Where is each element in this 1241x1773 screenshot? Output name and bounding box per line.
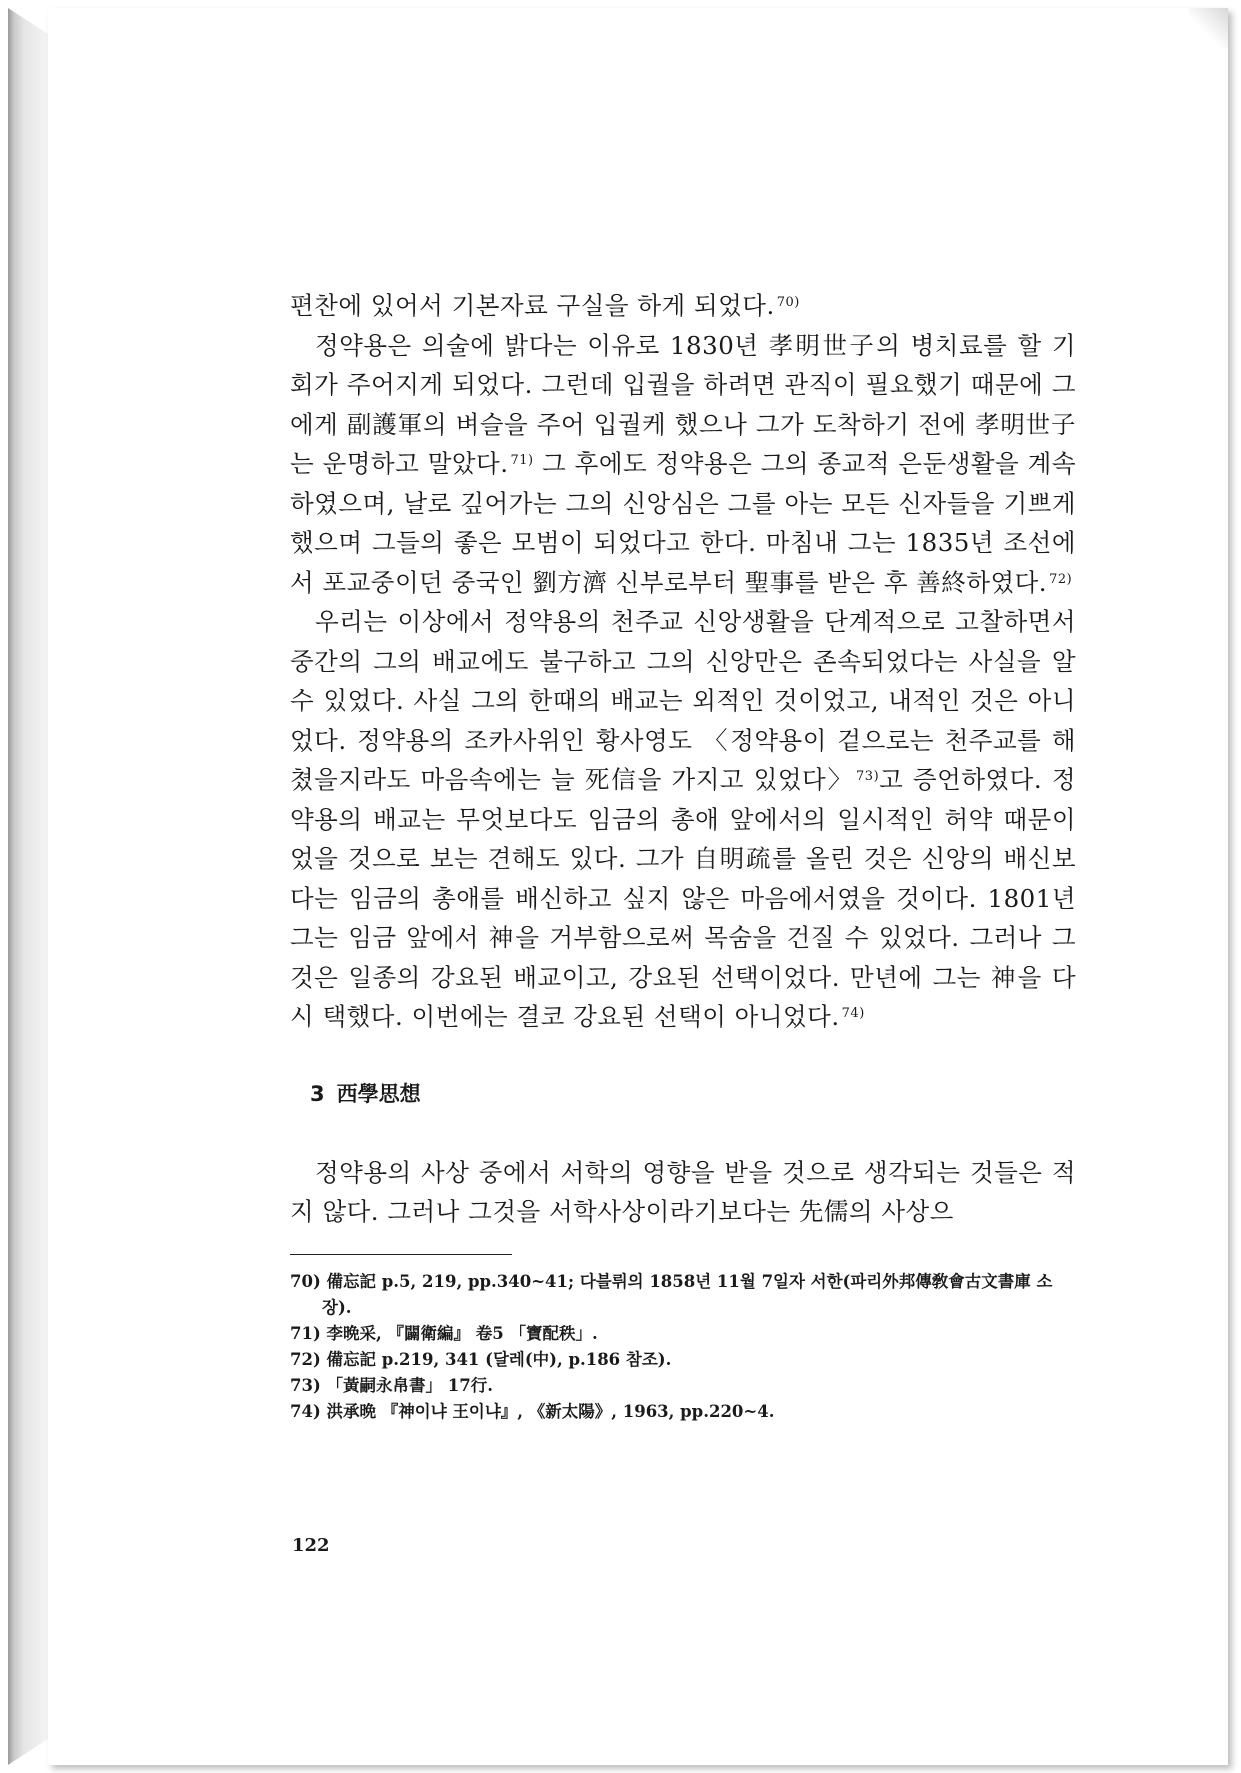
footnote-ref-74: 74): [841, 1006, 865, 1021]
footnote-74: 74) 洪承晩 『神이냐 王이냐』, 《新太陽》, 1963, pp.220~4.: [290, 1401, 775, 1421]
section-heading: [310, 1079, 1076, 1109]
footnote-divider: [290, 1254, 512, 1255]
paragraph-2: 정약용은 의술에 밝다는 이유로 1830년 孝明世子의 병치료를 할 기회가 주어지게 되었다. 그런데 입궐을 하려면 관직이 필요했기 때문에 그에게 副護軍의 벼슬을 주어 입궐케 했으나 그가 도착하기 전에 孝明世子는 운명하고 말았다. $^{71)}$ 그 후에도 정약용은 그의 종교적 은둔생활을 계속하였으며, 날로 깊어가는 그의 신앙심은 그를 아는 모든 신자들을 기쁘게 했으며 그들의 좋은 모범이 되었다고 한다. 마침내 그는 1835년 조선에서 포교중이던 중국인 劉方濟 신부로부터 聖事를 받은 후 善終하였다. $^{72)}$: [290, 330, 1076, 597]
footnote-ref-71: 71): [510, 453, 534, 468]
footnotes: [290, 1269, 1076, 1425]
paragraph-1: 편찬에 있어서 기본자료 구실을 하게 되었다. $^{70)}$: [290, 291, 800, 320]
section-title: 西學思想: [336, 1081, 421, 1106]
footnote-73: 73) 「黃嗣永帛書」 17行.: [290, 1375, 493, 1395]
paragraph-3: 우리는 이상에서 정약용의 천주교 신앙생활을 단계적으로 고찰하면서 중간의 그의 배교에도 불구하고 그의 신앙만은 존속되었다는 사실을 알 수 있었다. 사실 그의 한때의 배교는 외적인 것이었고, 내적인 것은 아니었다. 정약용의 조카사위인 황사영도 〈정약용이 겉으로는 천주교를 해쳤을지라도 마음속에는 늘 死信을 가지고 있었다〉 $^{73)}$고 증언하였다. 정약용의 배교는 무엇보다도 임금의 총애 앞에서의 일시적인 허약 때문이었을 것으로 보는 견해도 있다. 그가 自明疏를 올린 것은 신앙의 배신보다는 임금의 총애를 배신하고 싶지 않은 마음에서였을 것이다. 1801년 그는 임금 앞에서 神을 거부함으로써 목숨을 건질 수 있었다. 그러나 그것은 일종의 강요된 배교이고, 강요된 선택이었다. 만년에 그는 神을 다시 택했다. 이번에는 결코 강요된 선택이 아니었다. $^{74)}$: [290, 607, 1076, 1031]
footnote-71: 71) 李晩采, 『闢衛編』 卷5 「寶配秩」.: [290, 1323, 598, 1343]
footnote-72: 72) 備忘記 p.219, 341 (달레(中), p.186 참조).: [290, 1349, 672, 1369]
section-number: 3: [310, 1081, 325, 1106]
footnote-ref-73: 73): [856, 769, 880, 784]
page-content: [290, 286, 1076, 1425]
page-corner: [1188, 8, 1228, 48]
book-edge: [8, 8, 48, 1765]
footnote-70: 70) 備忘記 p.5, 219, pp.340~41; 다블뤼의 1858년 11월 7일자 서한(파리外邦傳敎會古文書庫 소장).: [290, 1271, 1053, 1317]
footnote-ref-72: 72): [1049, 571, 1073, 587]
page-number: 122: [292, 1535, 330, 1556]
paragraph-4: 정약용의 사상 중에서 서학의 영향을 받을 것으로 생각되는 것들은 적지 않다. 그러나 그것을 서학사상이라기보다는 先儒의 사상으: [290, 1157, 1076, 1226]
footnote-ref-70: 70): [776, 295, 800, 310]
